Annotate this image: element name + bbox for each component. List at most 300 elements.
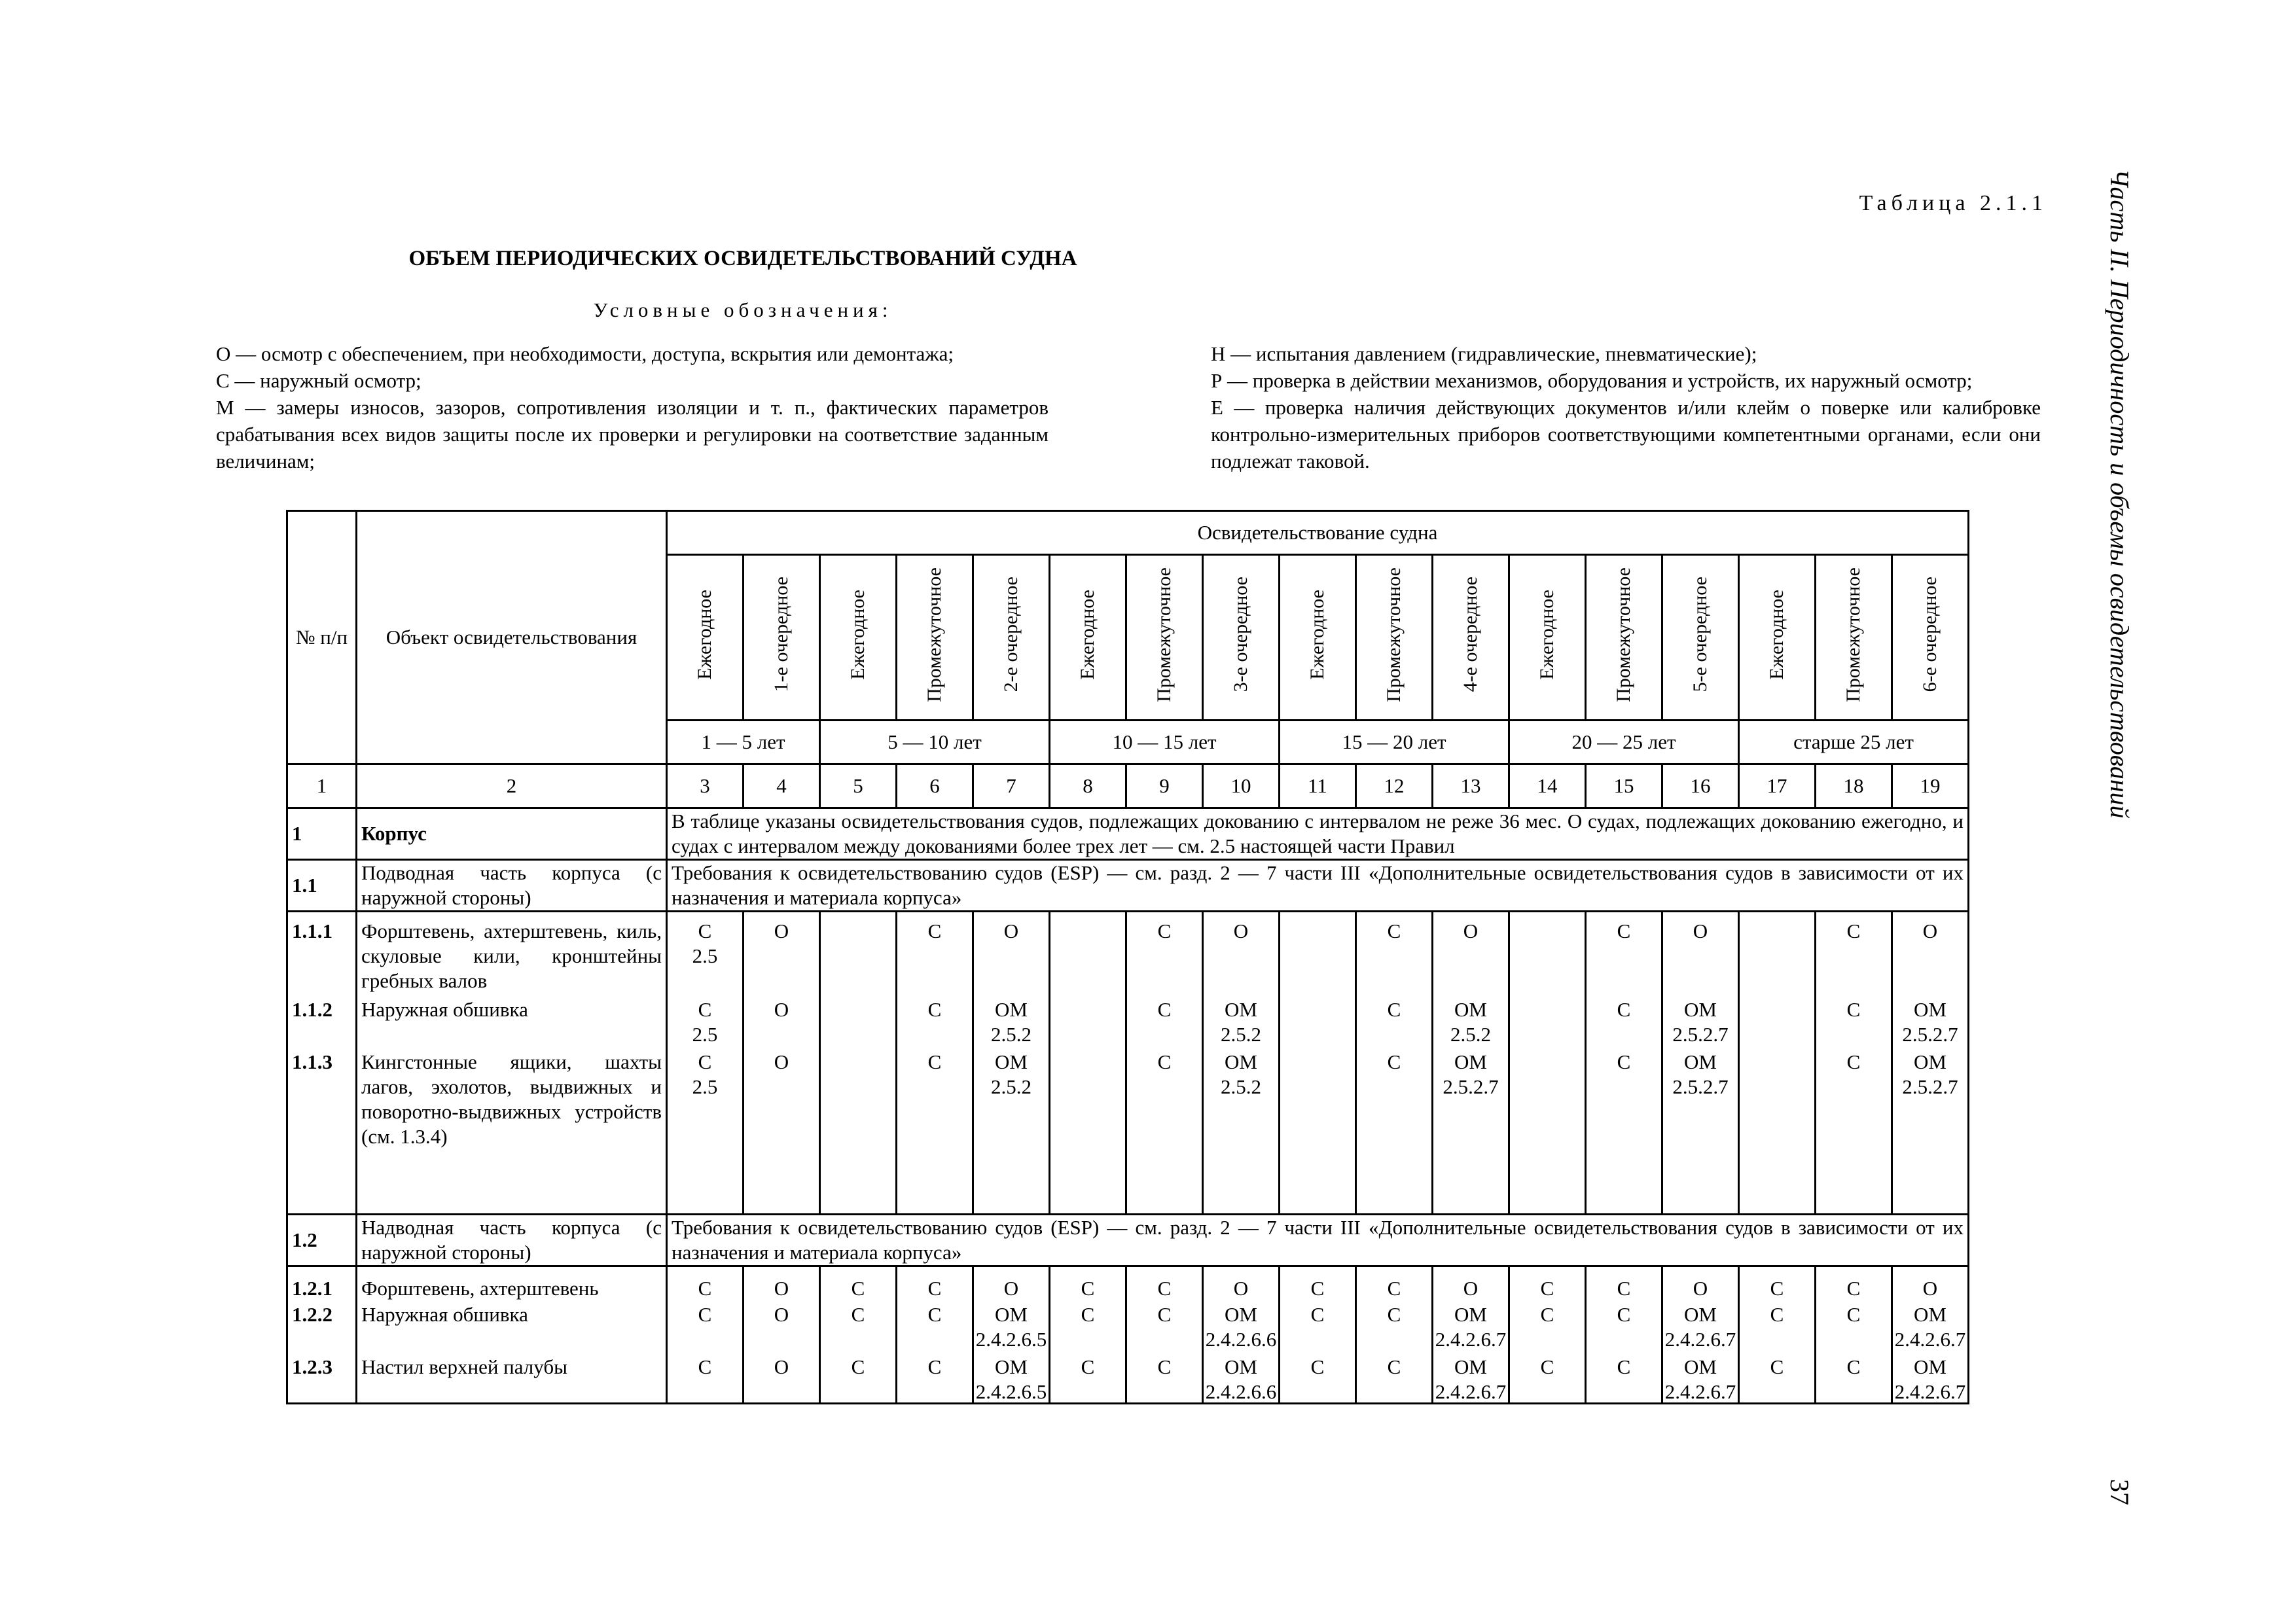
table-cell-col-11 (1280, 1266, 1356, 1404)
row-num: 1.1 (287, 860, 357, 912)
cell-code: С (927, 1050, 942, 1073)
item-num: 1.1.2 (292, 998, 332, 1021)
cell-entry (1282, 1302, 1354, 1355)
cell-entry (1894, 1276, 1966, 1302)
cell-code: ОМ (1454, 1050, 1487, 1073)
cell-entry (1358, 997, 1430, 1050)
header-period-4: 15 — 20 лет (1280, 721, 1509, 764)
header-type-label: Промежуточное (1383, 567, 1405, 702)
cell-entry (1052, 919, 1124, 997)
cell-reference: 2.5.2 (1221, 1075, 1261, 1098)
cell-code: С (1387, 1050, 1401, 1073)
page-title: ОБЪЕМ ПЕРИОДИЧЕСКИХ ОСВИДЕТЕЛЬСТВОВАНИЙ СУДНА (408, 247, 1077, 270)
table-cell-col-10 (1203, 912, 1280, 1215)
table-cell-col-12 (1356, 1266, 1433, 1404)
legend-item-c: С — наружный осмотр; (216, 369, 422, 392)
header-period-3: 10 — 15 лет (1050, 721, 1280, 764)
header-type-7 (1126, 555, 1203, 721)
header-type-4 (897, 555, 973, 721)
cell-entry (1664, 919, 1736, 997)
row-note: В таблице указаны освидетельствования судов, подлежащих докованию с интервалом не реже 36 мес. О судах, подлежащих докованию ежегодно, и судах с интервалом между докованиями более трех лет — см. 2.5 настоящей части Правил (667, 808, 1969, 860)
column-number: 8 (1050, 764, 1126, 808)
cell-code: С (927, 919, 942, 942)
cell-entry (899, 997, 971, 1050)
cell-code: О (774, 919, 789, 942)
cell-entry (1435, 919, 1507, 997)
cell-entry (975, 1302, 1047, 1355)
header-type-label: 3-е очередное (1230, 577, 1251, 692)
cell-code: С (1617, 1050, 1631, 1073)
item-num: 1.2.3 (292, 1355, 332, 1378)
header-type-label: 1-е очередное (770, 577, 792, 692)
cell-code: ОМ (1225, 1050, 1257, 1073)
item-object: Настил верхней палубы (361, 1355, 567, 1378)
table-cell-col-5 (820, 912, 897, 1215)
cell-code: С (1617, 919, 1631, 942)
cell-code: ОМ (1225, 998, 1257, 1021)
cell-entry (822, 1050, 894, 1207)
cell-reference: 2.5.2 (1450, 1023, 1491, 1046)
cell-code: ОМ (1454, 998, 1487, 1021)
cell-code: С (1770, 1302, 1784, 1326)
header-type-5 (973, 555, 1050, 721)
cell-code: С (1846, 1355, 1861, 1378)
table-cell-col-4 (744, 912, 820, 1215)
cell-code: О (1922, 1276, 1938, 1300)
cell-entry (822, 997, 894, 1050)
column-number: 5 (820, 764, 897, 808)
header-col-object: Объект освидетельствования (357, 511, 667, 764)
cell-entry (1052, 1302, 1124, 1355)
cell-entry (1128, 1355, 1200, 1394)
cell-code: О (1003, 1276, 1019, 1300)
cell-code: С (851, 1355, 865, 1378)
cell-entry (1818, 1050, 1890, 1207)
cell-code: С (927, 1355, 942, 1378)
cell-entry (1282, 1050, 1354, 1207)
cell-code: С (1157, 1050, 1172, 1073)
cell-code: ОМ (1225, 1302, 1257, 1326)
cell-entry (1818, 1276, 1890, 1302)
cell-entry (1435, 1050, 1507, 1207)
cell-entry (1052, 1276, 1124, 1302)
cell-entry (745, 1355, 817, 1394)
table-cell-col-5 (820, 1266, 897, 1404)
cell-entry (1205, 1355, 1277, 1403)
cell-entry (1205, 919, 1277, 997)
item-num: 1.2.2 (292, 1302, 332, 1326)
header-numbers-row (287, 764, 1969, 808)
cell-entry (1511, 1302, 1583, 1355)
cell-entry (1664, 1302, 1736, 1355)
cell-code: ОМ (1914, 1355, 1946, 1378)
cell-entry (1282, 1276, 1354, 1302)
row-object: Надводная часть корпуса (с наружной стороны) (357, 1215, 667, 1266)
item-num: 1.1.3 (292, 1050, 332, 1073)
column-number: 19 (1892, 764, 1969, 808)
cell-code: ОМ (1454, 1355, 1487, 1378)
table-row (287, 1215, 1969, 1266)
table-cell-col-10 (1203, 1266, 1280, 1404)
cell-code: С (1617, 1302, 1631, 1326)
cell-entry (669, 1050, 741, 1207)
cell-entry (1052, 1050, 1124, 1207)
cell-entry (1128, 1276, 1200, 1302)
cell-entry (745, 997, 817, 1050)
cell-code: С (1846, 919, 1861, 942)
row-object: Подводная часть корпуса (с наружной стороны) (357, 860, 667, 912)
cell-code: С (1770, 1276, 1784, 1300)
cell-code: ОМ (995, 1050, 1028, 1073)
cell-code: О (774, 1302, 789, 1326)
header-survey: Освидетельствование судна (667, 511, 1969, 555)
item-num: 1.1.1 (292, 919, 332, 942)
cell-entry (1128, 1050, 1200, 1207)
header-type-label: 2-е очередное (1000, 577, 1022, 692)
cell-code: О (1463, 1276, 1479, 1300)
cell-code: С (1387, 1276, 1401, 1300)
cell-entry (1511, 919, 1583, 997)
cell-code: ОМ (1914, 1302, 1946, 1326)
cell-code: ОМ (1914, 1050, 1946, 1073)
cell-entry (1664, 997, 1736, 1050)
column-number: 1 (287, 764, 357, 808)
cell-code: С (1081, 1302, 1095, 1326)
legend-title: Условные обозначения: (593, 298, 893, 321)
table-cell-col-6 (897, 1266, 973, 1404)
header-type-6 (1050, 555, 1126, 721)
table-cell-col-3 (667, 912, 744, 1215)
cell-code: ОМ (995, 998, 1028, 1021)
cell-code: С (698, 1302, 712, 1326)
table-cell-col-9 (1126, 1266, 1203, 1404)
row-note: Требования к освидетельствованию судов (ESP) — см. разд. 2 — 7 части III «Дополнительные освидетельствования судов в зависимости от их назначения и материала корпуса» (667, 1215, 1969, 1266)
cell-reference: 2.5 (692, 1075, 718, 1098)
cell-code: С (927, 1302, 942, 1326)
header-period-6: старше 25 лет (1739, 721, 1969, 764)
header-period-2: 5 — 10 лет (820, 721, 1050, 764)
cell-code: С (1157, 1276, 1172, 1300)
cell-entry (899, 1276, 971, 1302)
cell-code: ОМ (995, 1302, 1028, 1326)
cell-reference: 2.4.2.6.7 (1664, 1327, 1736, 1351)
cell-entry (822, 919, 894, 997)
item-object: Форштевень, ахтерштевень, киль, скуловые кили, кронштейны гребных валов (361, 919, 662, 992)
cell-code: С (1157, 1355, 1172, 1378)
row-nums (287, 912, 357, 1215)
cell-entry (1205, 1302, 1277, 1355)
cell-entry (975, 1276, 1047, 1302)
column-number: 12 (1356, 764, 1433, 808)
cell-code: С (1387, 1355, 1401, 1378)
cell-entry (669, 997, 741, 1050)
cell-code: С (698, 998, 712, 1021)
cell-reference: 2.4.2.6.6 (1205, 1380, 1277, 1403)
cell-code: ОМ (1225, 1355, 1257, 1378)
cell-entry (1664, 1355, 1736, 1403)
cell-entry (669, 919, 741, 997)
cell-entry (1741, 1276, 1813, 1302)
header-type-14 (1662, 555, 1739, 721)
page-number: 37 (2105, 1479, 2134, 1505)
cell-entry (1894, 1355, 1966, 1403)
cell-entry (1358, 1276, 1430, 1302)
column-number: 6 (897, 764, 973, 808)
column-number: 3 (667, 764, 744, 808)
cell-entry (899, 1355, 971, 1394)
table-row-group-1-1 (287, 912, 1969, 1215)
column-number: 17 (1739, 764, 1816, 808)
cell-entry (1435, 1302, 1507, 1355)
row-num: 1 (287, 808, 357, 860)
table-cell-col-12 (1356, 912, 1433, 1215)
cell-entry (1741, 919, 1813, 997)
cell-entry (745, 1302, 817, 1355)
cell-code: С (1540, 1276, 1554, 1300)
header-type-label: Ежегодное (1306, 589, 1328, 680)
cell-reference: 2.5 (692, 1023, 718, 1046)
item-object: Форштевень, ахтерштевень (361, 1276, 599, 1300)
cell-entry (975, 1355, 1047, 1403)
header-type-8 (1203, 555, 1280, 721)
cell-code: ОМ (1684, 1355, 1717, 1378)
table-cell-col-19 (1892, 912, 1969, 1215)
cell-reference: 2.5.2 (991, 1075, 1031, 1098)
column-number: 13 (1433, 764, 1509, 808)
cell-entry (1818, 997, 1890, 1050)
table-number: Таблица 2.1.1 (1859, 191, 2047, 215)
row-num: 1.2 (287, 1215, 357, 1266)
table-cell-col-8 (1050, 1266, 1126, 1404)
header-type-9 (1280, 555, 1356, 721)
header-type-label: Ежегодное (1077, 589, 1098, 680)
legend-item-p: Р — проверка в действии механизмов, оборудования и устройств, их наружный осмотр; (1211, 369, 1973, 392)
cell-code: С (1310, 1355, 1325, 1378)
cell-code: С (1846, 1276, 1861, 1300)
cell-entry (975, 919, 1047, 997)
cell-code: О (1922, 919, 1938, 942)
cell-entry (1741, 997, 1813, 1050)
header-type-label: Ежегодное (1766, 589, 1787, 680)
cell-code: С (1310, 1302, 1325, 1326)
column-number: 7 (973, 764, 1050, 808)
cell-code: С (698, 1276, 712, 1300)
header-type-16 (1816, 555, 1892, 721)
cell-code: С (698, 919, 712, 942)
cell-entry (1588, 997, 1660, 1050)
cell-code: С (1387, 1302, 1401, 1326)
column-number: 2 (357, 764, 667, 808)
cell-entry (1282, 1355, 1354, 1394)
cell-entry (669, 1302, 741, 1355)
header-type-2 (744, 555, 820, 721)
cell-code: О (774, 1050, 789, 1073)
cell-reference: 2.4.2.6.5 (975, 1380, 1047, 1403)
cell-entry (1358, 1302, 1430, 1355)
cell-reference: 2.4.2.6.6 (1205, 1327, 1277, 1351)
cell-code: О (774, 1355, 789, 1378)
cell-code: С (1157, 998, 1172, 1021)
cell-reference: 2.5.2 (991, 1023, 1031, 1046)
header-type-label: 4-е очередное (1460, 577, 1481, 692)
row-objects (357, 912, 667, 1215)
cell-code: О (1693, 919, 1708, 942)
header-type-label: Промежуточное (1842, 567, 1864, 702)
cell-entry (899, 919, 971, 997)
header-type-15 (1739, 555, 1816, 721)
header-type-11 (1433, 555, 1509, 721)
cell-reference: 2.4.2.6.7 (1894, 1327, 1966, 1351)
cell-entry (745, 1050, 817, 1207)
cell-entry (1818, 1355, 1890, 1394)
table-cell-col-8 (1050, 912, 1126, 1215)
cell-entry (1511, 1276, 1583, 1302)
header-type-label: Промежуточное (924, 567, 945, 702)
cell-code: С (1770, 1355, 1784, 1378)
table-cell-col-14 (1509, 912, 1586, 1215)
table-cell-col-18 (1816, 912, 1892, 1215)
table-cell-col-6 (897, 912, 973, 1215)
cell-reference: 2.4.2.6.7 (1894, 1380, 1966, 1403)
cell-code: С (1387, 919, 1401, 942)
cell-entry (1358, 1355, 1430, 1394)
header-period-5: 20 — 25 лет (1509, 721, 1739, 764)
cell-reference: 2.4.2.6.7 (1664, 1380, 1736, 1403)
cell-code: С (1157, 919, 1172, 942)
legend-item-e: Е — проверка наличия действующих документов и/или клейм о поверке или калибровке контрольно-измерительных приборов соответствующими компетентными органами, если они подлежат таковой. (1211, 396, 2041, 473)
table-cell-col-19 (1892, 1266, 1969, 1404)
cell-entry (822, 1355, 894, 1394)
legend-item-n: Н — испытания давлением (гидравлические, пневматические); (1211, 342, 1757, 365)
row-note: Требования к освидетельствованию судов (ESP) — см. разд. 2 — 7 части III «Дополнительные освидетельствования судов в зависимости от их назначения и материала корпуса» (667, 860, 1969, 912)
item-num: 1.2.1 (292, 1276, 332, 1300)
cell-code: ОМ (995, 1355, 1028, 1378)
table-cell-col-16 (1662, 1266, 1739, 1404)
cell-reference: 2.5.2.7 (1672, 1075, 1729, 1098)
header-type-17 (1892, 555, 1969, 721)
header-type-1 (667, 555, 744, 721)
table-row (287, 808, 1969, 860)
table-row-group-1-2 (287, 1266, 1969, 1404)
cell-entry (745, 1276, 817, 1302)
cell-code: С (927, 1276, 942, 1300)
cell-code: С (851, 1302, 865, 1326)
header-type-3 (820, 555, 897, 721)
column-number: 18 (1816, 764, 1892, 808)
table-cell-col-18 (1816, 1266, 1892, 1404)
cell-entry (1205, 997, 1277, 1050)
item-object: Наружная обшивка (361, 1302, 528, 1326)
cell-code: О (774, 998, 789, 1021)
cell-entry (1052, 1355, 1124, 1394)
cell-reference: 2.5.2.7 (1902, 1075, 1958, 1098)
table-cell-col-11 (1280, 912, 1356, 1215)
cell-code: ОМ (1914, 998, 1946, 1021)
cell-entry (1818, 919, 1890, 997)
cell-entry (1435, 1276, 1507, 1302)
cell-entry (1511, 1050, 1583, 1207)
cell-reference: 2.5 (692, 944, 718, 967)
legend-item-o: О — осмотр с обеспечением, при необходимости, доступа, вскрытия или демонтажа; (216, 342, 954, 365)
table-cell-col-13 (1433, 912, 1509, 1215)
table-cell-col-15 (1586, 912, 1662, 1215)
cell-reference: 2.5.2.7 (1902, 1023, 1958, 1046)
cell-entry (1894, 997, 1966, 1050)
cell-entry (1588, 1276, 1660, 1302)
cell-entry (1894, 919, 1966, 997)
table-cell-col-16 (1662, 912, 1739, 1215)
cell-code: О (1693, 1276, 1708, 1300)
cell-entry (1894, 1302, 1966, 1355)
cell-code: С (1846, 1050, 1861, 1073)
cell-code: С (698, 1355, 712, 1378)
table-cell-col-14 (1509, 1266, 1586, 1404)
cell-reference: 2.4.2.6.7 (1435, 1380, 1507, 1403)
cell-entry (745, 919, 817, 997)
cell-code: С (851, 1276, 865, 1300)
item-object: Кингстонные ящики, шахты лагов, эхолотов, выдвижных и поворотно-выдвижных устройств (см. 1.3.4) (361, 1050, 662, 1148)
cell-entry (975, 997, 1047, 1050)
cell-reference: 2.5.2.7 (1443, 1075, 1499, 1098)
cell-code: С (1617, 1355, 1631, 1378)
cell-entry (1588, 919, 1660, 997)
cell-code: С (1540, 1302, 1554, 1326)
legend-item-m: М — замеры износов, зазоров, сопротивления изоляции и т. п., фактических параметров срабатывания всех видов защиты после их проверки и регулировки на соответствие заданным величинам; (216, 396, 1049, 473)
header-type-label: Промежуточное (1153, 567, 1175, 702)
column-number: 15 (1586, 764, 1662, 808)
row-object: Корпус (357, 808, 667, 860)
column-number: 9 (1126, 764, 1203, 808)
cell-reference: 2.4.2.6.7 (1435, 1327, 1507, 1351)
cell-code: ОМ (1684, 1302, 1717, 1326)
header-col-num: № п/п (287, 511, 357, 764)
side-title: Часть II. Периодичность и объемы освидетельствований (2105, 169, 2134, 819)
cell-reference: 2.4.2.6.5 (975, 1327, 1047, 1351)
cell-entry (1664, 1276, 1736, 1302)
cell-code: С (1846, 1302, 1861, 1326)
cell-entry (1128, 997, 1200, 1050)
cell-code: С (1157, 1302, 1172, 1326)
item-object: Наружная обшивка (361, 998, 528, 1021)
cell-reference: 2.5.2.7 (1672, 1023, 1729, 1046)
column-number: 14 (1509, 764, 1586, 808)
cell-entry (1205, 1050, 1277, 1207)
table-cell-col-7 (973, 912, 1050, 1215)
row-objects (357, 1266, 667, 1404)
cell-entry (1358, 919, 1430, 997)
cell-entry (1128, 1302, 1200, 1355)
row-nums (287, 1266, 357, 1404)
header-type-12 (1509, 555, 1586, 721)
cell-entry (975, 1050, 1047, 1207)
table-cell-col-13 (1433, 1266, 1509, 1404)
survey-table (286, 510, 1969, 1404)
cell-reference: 2.5.2 (1221, 1023, 1261, 1046)
cell-code: О (1003, 919, 1019, 942)
header-type-10 (1356, 555, 1433, 721)
table-cell-col-15 (1586, 1266, 1662, 1404)
cell-entry (1282, 997, 1354, 1050)
header-type-label: 6-е очередное (1919, 577, 1941, 692)
table-cell-col-3 (667, 1266, 744, 1404)
cell-entry (899, 1302, 971, 1355)
legend-right (1211, 340, 2041, 474)
cell-entry (1435, 1355, 1507, 1403)
cell-entry (1818, 1302, 1890, 1355)
cell-code: С (1540, 1355, 1554, 1378)
cell-code: О (1233, 1276, 1249, 1300)
cell-entry (1741, 1355, 1813, 1394)
